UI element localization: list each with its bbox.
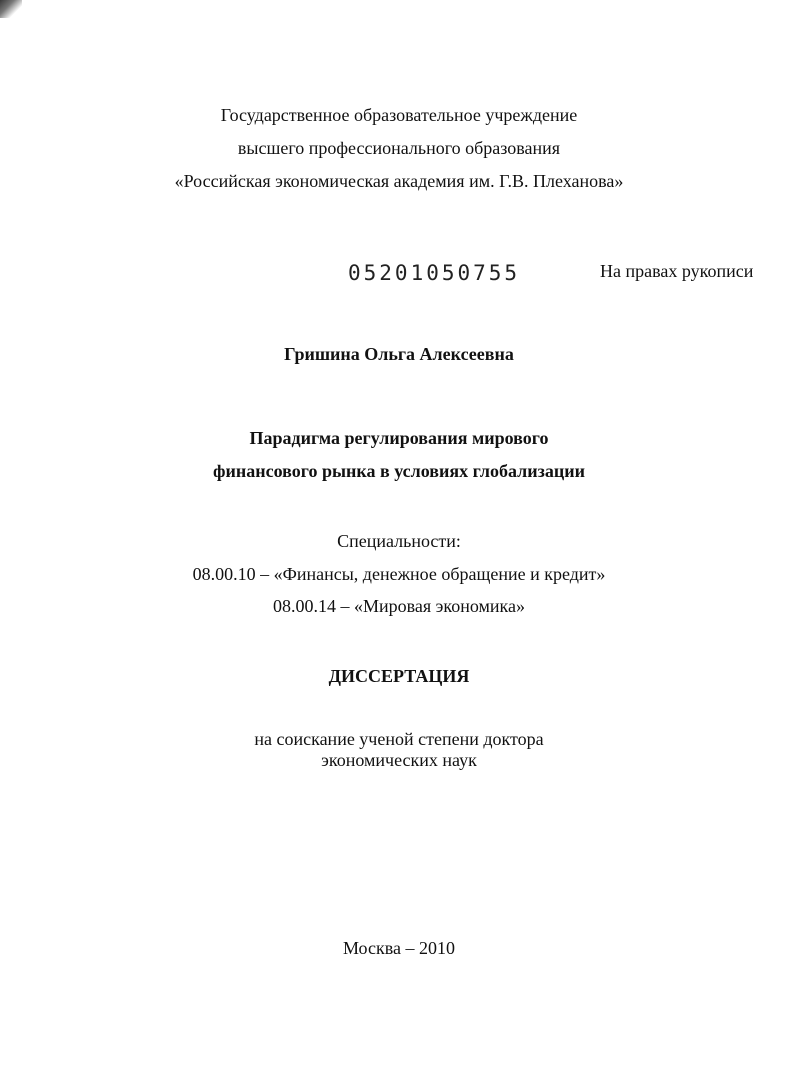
specialty-item: 08.00.10 – «Финансы, денежное обращение и кредит» bbox=[192, 564, 606, 584]
manuscript-note: На правах рукописи bbox=[600, 261, 754, 281]
degree-line-2: экономических наук bbox=[321, 750, 477, 770]
author-name: Гришина Ольга Алексеевна bbox=[284, 344, 514, 364]
specialties-heading: Специальности: bbox=[337, 531, 461, 551]
place-year: Москва – 2010 bbox=[343, 938, 455, 958]
dissertation-title-line-1: Парадигма регулирования мирового bbox=[249, 428, 549, 448]
registration-number: 05201050755 bbox=[348, 261, 521, 285]
institution-line-2: высшего профессионального образования bbox=[237, 138, 561, 158]
dissertation-title-line-2: финансового рынка в условиях глобализации bbox=[213, 461, 585, 481]
document-type: ДИССЕРТАЦИЯ bbox=[328, 666, 470, 686]
degree-line-1: на соискание ученой степени доктора bbox=[254, 729, 544, 749]
scan-edge-mark bbox=[0, 0, 22, 18]
institution-line-1: Государственное образовательное учреждение bbox=[220, 105, 578, 125]
specialty-item: 08.00.14 – «Мировая экономика» bbox=[273, 596, 525, 616]
institution-line-3: «Российская экономическая академия им. Г.В. Плеханова» bbox=[174, 171, 624, 191]
